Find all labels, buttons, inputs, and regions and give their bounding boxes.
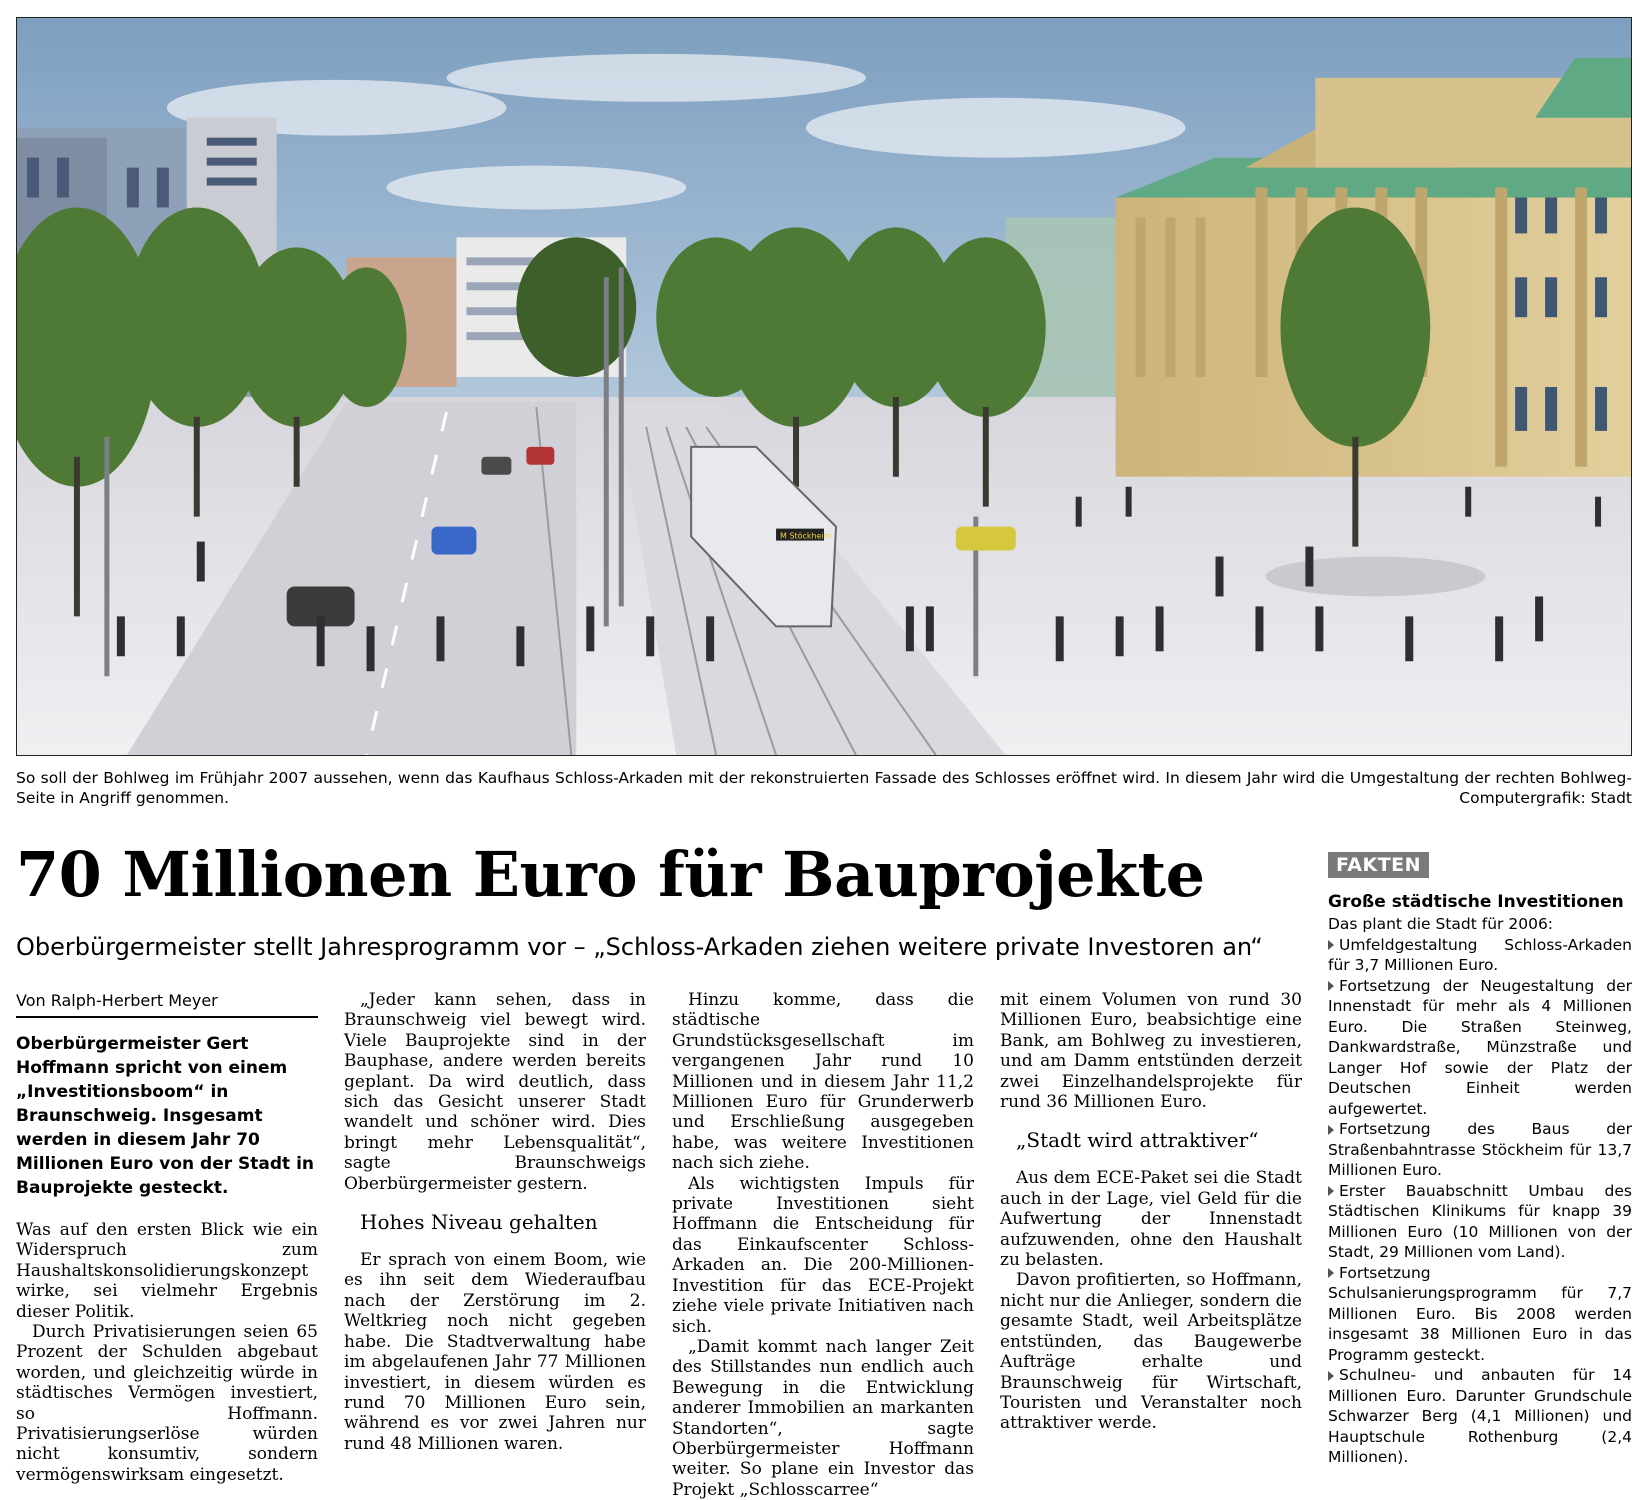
- photo-credit: Computergrafik: Stadt: [1459, 789, 1632, 807]
- bullet-triangle-icon: [1328, 1186, 1334, 1196]
- facts-list: [1328, 935, 1632, 1468]
- paragraph: Er sprach von einem Boom, wie es ihn seit dem Wiederaufbau nach der Zerstörung im 2. Weltkrieg noch nicht gegeben habe. Die Stadtverwaltung habe im abgelaufenen Jahr 77 Millionen investiert, in diesem würden es rund 70 Millionen Euro sein, während es vor zwei Jahren nur rund 48 Millionen waren.: [344, 1250, 646, 1454]
- subheadline: Oberbürgermeister stellt Jahresprogramm vor – „Schloss-Arkaden ziehen weitere private Investoren an“: [16, 933, 1263, 961]
- list-item: Umfeldgestaltung Schloss-Arkaden für 3,7 Millionen Euro.: [1328, 935, 1632, 974]
- facts-box: [1328, 852, 1632, 1468]
- photo-caption: So soll der Bohlweg im Frühjahr 2007 aussehen, wenn das Kaufhaus Schloss-Arkaden mit der rekonstruierten Fassade des Schlosses eröffnet wird. In diesem Jahr wird die Umgestaltung der rechten Bohlweg-Seite in Angriff genommen.: [16, 769, 1632, 807]
- bullet-triangle-icon: [1328, 1371, 1334, 1381]
- bullet-triangle-icon: [1328, 1268, 1334, 1278]
- article-column-1: [16, 990, 318, 1485]
- article-column-2: [344, 990, 646, 1454]
- paragraph: Als wichtigsten Impuls für private Investitionen sieht Hoffmann die Entscheidung für das Einkaufscenter Schloss-Arkaden an. Die 200-Millionen-Investition für das ECE-Projekt ziehe viele private Initiativen nach sich.: [672, 1173, 974, 1337]
- paragraph: Aus dem ECE-Paket sei die Stadt auch in der Lage, viel Geld für die Aufwertung der Innenstadt aufzuwenden, ohne den Haushalt zu belasten.: [1000, 1168, 1302, 1271]
- paragraph: „Damit kommt nach langer Zeit des Stillstandes nun endlich auch Bewegung in die Entwicklung anderer Immobilien an markanten Standorten“, sagte Oberbürgermeister Hoffmann weiter. So plane ein Investor das Projekt „Schlosscarree“: [672, 1336, 974, 1500]
- list-item: Fortsetzung des Baus der Straßenbahntrasse Stöckheim für 13,7 Millionen Euro.: [1328, 1120, 1632, 1179]
- article-column-4: [1000, 990, 1302, 1434]
- paragraph: mit einem Volumen von rund 30 Millionen Euro, beabsichtige eine Bank, am Bohlweg zu investieren, und am Damm entstünden derzeit zwei Einzelhandelsprojekte für rund 36 Millionen Euro.: [1000, 990, 1302, 1113]
- facts-tag: FAKTEN: [1328, 852, 1429, 878]
- list-item: Schulneu- und anbauten für 14 Millionen Euro. Darunter Grundschule Schwarzer Berg (4,1 Millionen) und Hauptschule Rothenburg (2,4 Millionen).: [1328, 1366, 1632, 1466]
- paragraph: „Jeder kann sehen, dass in Braunschweig viel bewegt wird. Viele Bauprojekte sind in der Bauphase, andere werden bereits geplant. Da wird deutlich, dass sich das Gesicht unserer Stadt wandelt und schöner wird. Dies bringt mehr Lebensqualität“, sagte Braunschweigs Oberbürgermeister gestern.: [344, 990, 646, 1194]
- bullet-triangle-icon: [1328, 940, 1334, 950]
- bullet-triangle-icon: [1328, 1125, 1334, 1135]
- paragraph: Davon profitierten, so Hoffmann, nicht nur die Anlieger, sondern die gesamte Stadt, weil Arbeitsplätze entstünden, das Baugewerbe Aufträge erhalte und Braunschweig für Wirtschaft, Touristen und Veranstalter noch attraktiver werde.: [1000, 1270, 1302, 1434]
- list-item: Fortsetzung Schulsanierungsprogramm für 7,7 Millionen Euro. Bis 2008 werden insgesamt 38 Millionen Euro in das Programm gesteckt.: [1328, 1263, 1632, 1364]
- street-rendering-image: [16, 17, 1632, 756]
- tram-destination-sign: M Stöckheim: [780, 531, 832, 541]
- subheading: Hohes Niveau gehalten: [360, 1210, 598, 1235]
- article-column-3: [672, 990, 974, 1500]
- bullet-triangle-icon: [1328, 981, 1334, 991]
- paragraph: Durch Privatisierungen seien 65 Prozent der Schulden abgebaut worden, und gleichzeitig würde in städtisches Vermögen investiert, so Hoffmann. Privatisierungserlöse würden nicht konsumtiv, sondern vermögenswirksam eingesetzt.: [16, 1322, 318, 1485]
- paragraph: Was auf den ersten Blick wie ein Widerspruch zum Haushaltskonsolidierungskonzept wirke, sei vielmehr Ergebnis dieser Politik.: [16, 1220, 318, 1322]
- subheading: „Stadt wird attraktiver“: [1016, 1128, 1259, 1153]
- list-item: Erster Bauabschnitt Umbau des Städtischen Klinikums für knapp 39 Millionen Euro (10 Millionen von der Stadt, 29 Millionen vom Land).: [1328, 1181, 1632, 1261]
- article-lead: Oberbürgermeister Gert Hoffmann spricht von einem „Investitionsboom“ in Braunschweig. Insgesamt werden in diesem Jahr 70 Millionen Euro von der Stadt in Bauprojekte gesteckt.: [16, 1034, 315, 1198]
- facts-intro: Das plant die Stadt für 2006:: [1328, 915, 1554, 933]
- headline: 70 Millionen Euro für Bauprojekte: [16, 838, 1205, 911]
- facts-title: Große städtische Investitionen: [1328, 892, 1624, 912]
- list-item: Fortsetzung der Neugestaltung der Innenstadt für mehr als 4 Millionen Euro. Die Straßen Steinweg, Dankwardstraße, Münzstraße und Langer Hof sowie der Platz der Deutschen Einheit werden aufgewertet.: [1328, 976, 1632, 1118]
- byline: Von Ralph-Herbert Meyer: [16, 990, 318, 1018]
- paragraph: Hinzu komme, dass die städtische Grundstücksgesellschaft im vergangenen Jahr rund 10 Millionen und in diesem Jahr 11,2 Millionen Euro für Grunderwerb und Erschließung ausgegeben habe, was weitere Investitionen nach sich ziehe.: [672, 990, 974, 1174]
